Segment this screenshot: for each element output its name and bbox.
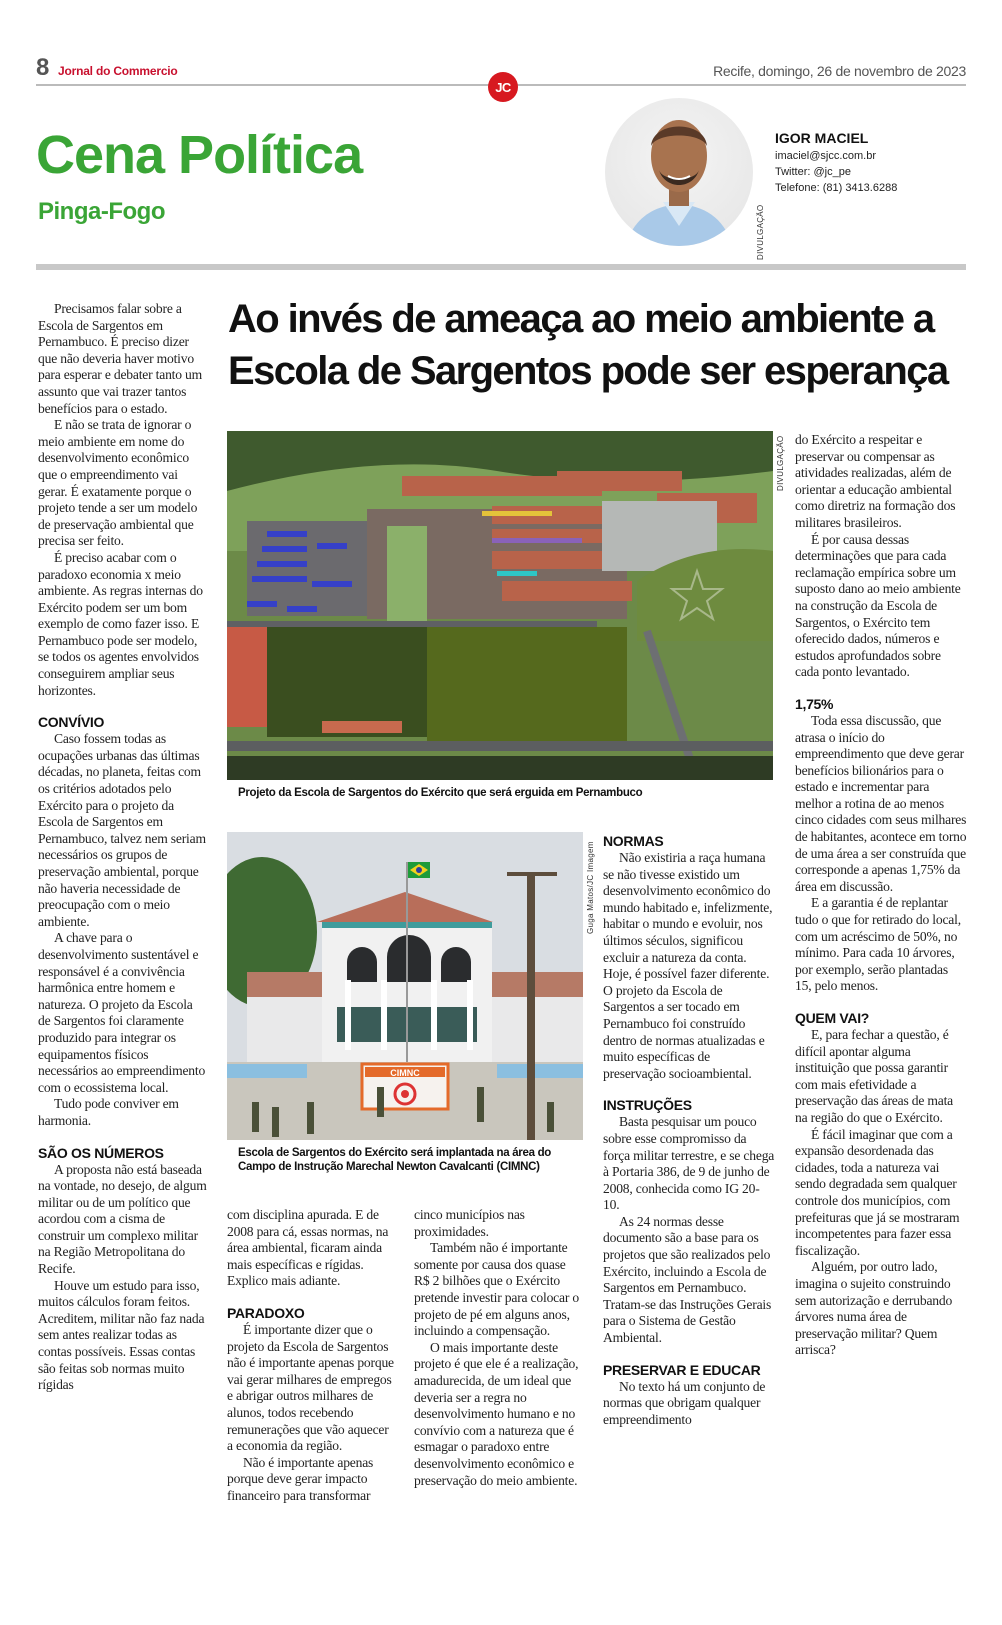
cimnc-sign-text: CIMNC — [390, 1068, 420, 1078]
headline-line-2: Escola de Sargentos pode ser esperança — [228, 349, 948, 393]
figure-2-credit: Guga Matos/JC Imagem — [586, 841, 595, 934]
paragraph: Alguém, por outro lado, imagina o sujeito construindo sem autorização e derrubando árvores numa área de preservação militar? Quem arrisca? — [795, 1259, 953, 1358]
paragraph: A chave para o desenvolvimento sustentável e responsável é a convivência harmônica entre homem e natureza. O projeto da Escola de Sargentos foi claramente produzido para integrar os equipamentos físicos necessários ao empreendimento com o ecossistema local. — [38, 930, 206, 1095]
paragraph: do Exército a respeitar e preservar ou compensar as atividades realizadas, além de orientar a educação ambiental como diretriz na formação dos militares brasileiros. — [795, 432, 956, 530]
author-photo-credit: DIVULGAÇÃO — [756, 204, 765, 260]
paragraph: No texto há um conjunto de normas que obrigam qualquer empreendimento — [603, 1378, 766, 1427]
paragraph: A proposta não está baseada na vontade, no desejo, de algum militar ou de um político que acordou com a cisma de construir um complexo militar na Região Metropolitana do Recife. — [38, 1161, 207, 1277]
article-column-1 — [38, 301, 208, 1394]
figure-1-credit: DIVULGAÇÃO — [776, 435, 785, 491]
paragraph: É importante dizer que o projeto da Escola de Sargentos não é importante apenas porque vai gerar milhares de empregos e abrigar outros milhares de alunos, todos recebendo remunerações que vão aquecer a economia da região. — [227, 1321, 394, 1454]
article-headline — [228, 293, 968, 397]
subhead-quem-vai: QUEM VAI? — [795, 1010, 870, 1026]
author-name: IGOR MACIEL — [775, 130, 869, 146]
section-divider — [36, 264, 966, 270]
section-subtitle: Pinga-Fogo — [38, 198, 165, 225]
author-portrait-icon — [605, 98, 753, 246]
author-email[interactable]: imaciel@sjcc.com.br — [775, 150, 877, 162]
figure-2-caption: Escola de Sargentos do Exército será implantada na área do Campo de Instrução Marechal Newton Cavalcanti (CIMNC) — [238, 1147, 552, 1173]
paragraph: Tudo pode conviver em harmonia. — [38, 1096, 179, 1128]
paragraph: cinco municípios nas proximidades. — [414, 1207, 525, 1239]
paragraph: E não se trata de ignorar o meio ambiente em nome do desenvolvimento econômico que o empreendimento vai gerar. É exatamente porque o projeto tende a ser um modelo de preservação ambiental que precisa ser feito. — [38, 417, 198, 549]
paragraph: O mais importante deste projeto é que ele é a realização, amadurecida, de um ideal que deveria ser a regra no desenvolvimento humano e no convívio com a natureza que é esmagar o paradoxo entre desenvolvimento econômico e preservação do meio ambiente. — [414, 1339, 579, 1488]
paragraph: Também não é importante somente por causa dos quase R$ 2 bilhões que o Exército pretende investir para colocar o projeto de pé em alguns anos, incluindo a compensação. — [414, 1240, 579, 1339]
article-column-2 — [227, 1207, 397, 1505]
cimnc-building-illustration — [227, 832, 583, 1140]
subhead-normas: NORMAS — [603, 833, 664, 849]
aerial-render-illustration — [227, 431, 773, 780]
paragraph: É preciso acabar com o paradoxo economia x meio ambiente. As regras internas do Exército podem ser um bom exemplo de como fazer isso. E Pernambuco pode ser modelo, se todos os agentes envolvidos conseguirem ampliar seus horizontes. — [38, 549, 203, 698]
paragraph: Toda essa discussão, que atrasa o início do empreendimento que deve gerar benefícios bilionários para o estado e incrementar para melhor a rotina de ao menos cinco cidades com seus milhares de habitantes, acontece em torno de uma área a ser construída que corresponde a apenas 1,75% da área em discussão. — [795, 712, 967, 894]
paragraph: com disciplina apurada. E de 2008 para cá, essas normas, na área ambiental, ficaram ainda mais específicas e rígidas. Explico mais adiante. — [227, 1207, 389, 1289]
section-title: Cena Política — [36, 125, 363, 185]
paragraph: Não é importante apenas porque deve gerar impacto financeiro para transformar — [227, 1454, 374, 1503]
subhead-1-75-percent: 1,75% — [795, 695, 834, 712]
paragraph: As 24 normas desse documento são a base para os projetos que são realizados pelo Exército, incluindo a Escola de Sargentos em Pernambuco. Tratam-se das Instruções Gerais para o Sistema de Gestão Ambiental. — [603, 1213, 772, 1346]
paragraph: Basta pesquisar um pouco sobre esse compromisso da força militar terrestre, e se chega à Portaria 386, de 9 de junho de 2008, conhecida como IG 20-10. — [603, 1114, 775, 1213]
cimnc-building-photo — [227, 832, 583, 1140]
subhead-sao-os-numeros: SÃO OS NÚMEROS — [38, 1144, 164, 1161]
author-twitter[interactable]: Twitter: @jc_pe — [775, 166, 851, 178]
paragraph: É por causa dessas determinações que para cada reclamação empírica sobre um suposto dano ao meio ambiente na construção da Escola de Sargentos, o Exército tem oferecido dados, números e estudos aprofundados sobre cada ponto levantado. — [795, 531, 961, 680]
paragraph: E, para fechar a questão, é difícil apontar alguma instituição que possa garantir com mais efetividade a preservação das áreas de mata na região do que o Exército. — [795, 1027, 953, 1125]
subhead-paradoxo: PARADOXO — [227, 1304, 305, 1321]
page-number: 8 — [36, 54, 50, 81]
article-column-5 — [795, 432, 967, 1359]
article-column-3 — [414, 1207, 584, 1489]
paragraph: É fácil imaginar que com a expansão desordenada das cidades, toda a natureza vai sendo degradada sem qualquer controle dos municípios, com prefeituras que já se mostraram incompetentes para fazer essa fiscalização. — [795, 1126, 960, 1258]
paragraph: Precisamos falar sobre a Escola de Sargentos em Pernambuco. É preciso dizer que não deveria haver motivo para esperar e debater tanto um assunto que vai trazer tantos benefícios para o estado. — [38, 301, 203, 416]
paragraph: E a garantia é de replantar tudo o que for retirado do local, com um acréscimo de 50%, no mínimo. Para cada 10 árvores, por exemplo, serão plantadas 15, pelo menos. — [795, 895, 961, 994]
article-column-4 — [603, 832, 775, 1428]
newspaper-name: Jornal do Commercio — [58, 64, 178, 78]
paragraph: Caso fossem todas as ocupações urbanas das últimas décadas, no planeta, feitas com os critérios adotados pelo Exército para o projeto da Escola de Sargentos em Pernambuco, talvez nem seriam necessários os grupos de preservação ambiental, porque não haveria necessidade de preocupação com o meio ambiente. — [38, 731, 206, 929]
aerial-project-image — [227, 431, 773, 780]
figure-1-caption: Projeto da Escola de Sargentos do Exército que será erguida em Pernambuco — [238, 787, 643, 799]
author-phone: Telefone: (81) 3413.6288 — [775, 182, 898, 194]
paragraph: Houve um estudo para isso, muitos cálculos foram feitos. Acreditem, militar não faz nada sem antes realizar todas as contas possíveis. Essas contas são feitas sob normas muito rígidas — [38, 1277, 205, 1393]
date-line: Recife, domingo, 26 de novembro de 2023 — [713, 63, 966, 79]
paragraph: Não existiria a raça humana se não tivesse existido um desenvolvimento econômico do mundo habitado e, infelizmente, habitar o mundo e evoluir, nos últimos séculos, significou excluir a natureza da conta. Hoje, é possível fazer diferente. O projeto da Escola de Sargentos a ser tocado em Pernambuco foi construído dentro de normas atualizadas e muito específicas de preservação socioambiental. — [603, 850, 773, 1081]
headline-line-1: Ao invés de ameaça ao meio ambiente a — [228, 297, 934, 341]
subhead-instrucoes: INSTRUÇÕES — [603, 1097, 692, 1114]
subhead-convivio: CONVÍVIO — [38, 714, 105, 731]
author-photo — [605, 98, 753, 246]
jc-logo: JC — [488, 72, 518, 102]
subhead-preservar-e-educar: PRESERVAR E EDUCAR — [603, 1361, 761, 1378]
